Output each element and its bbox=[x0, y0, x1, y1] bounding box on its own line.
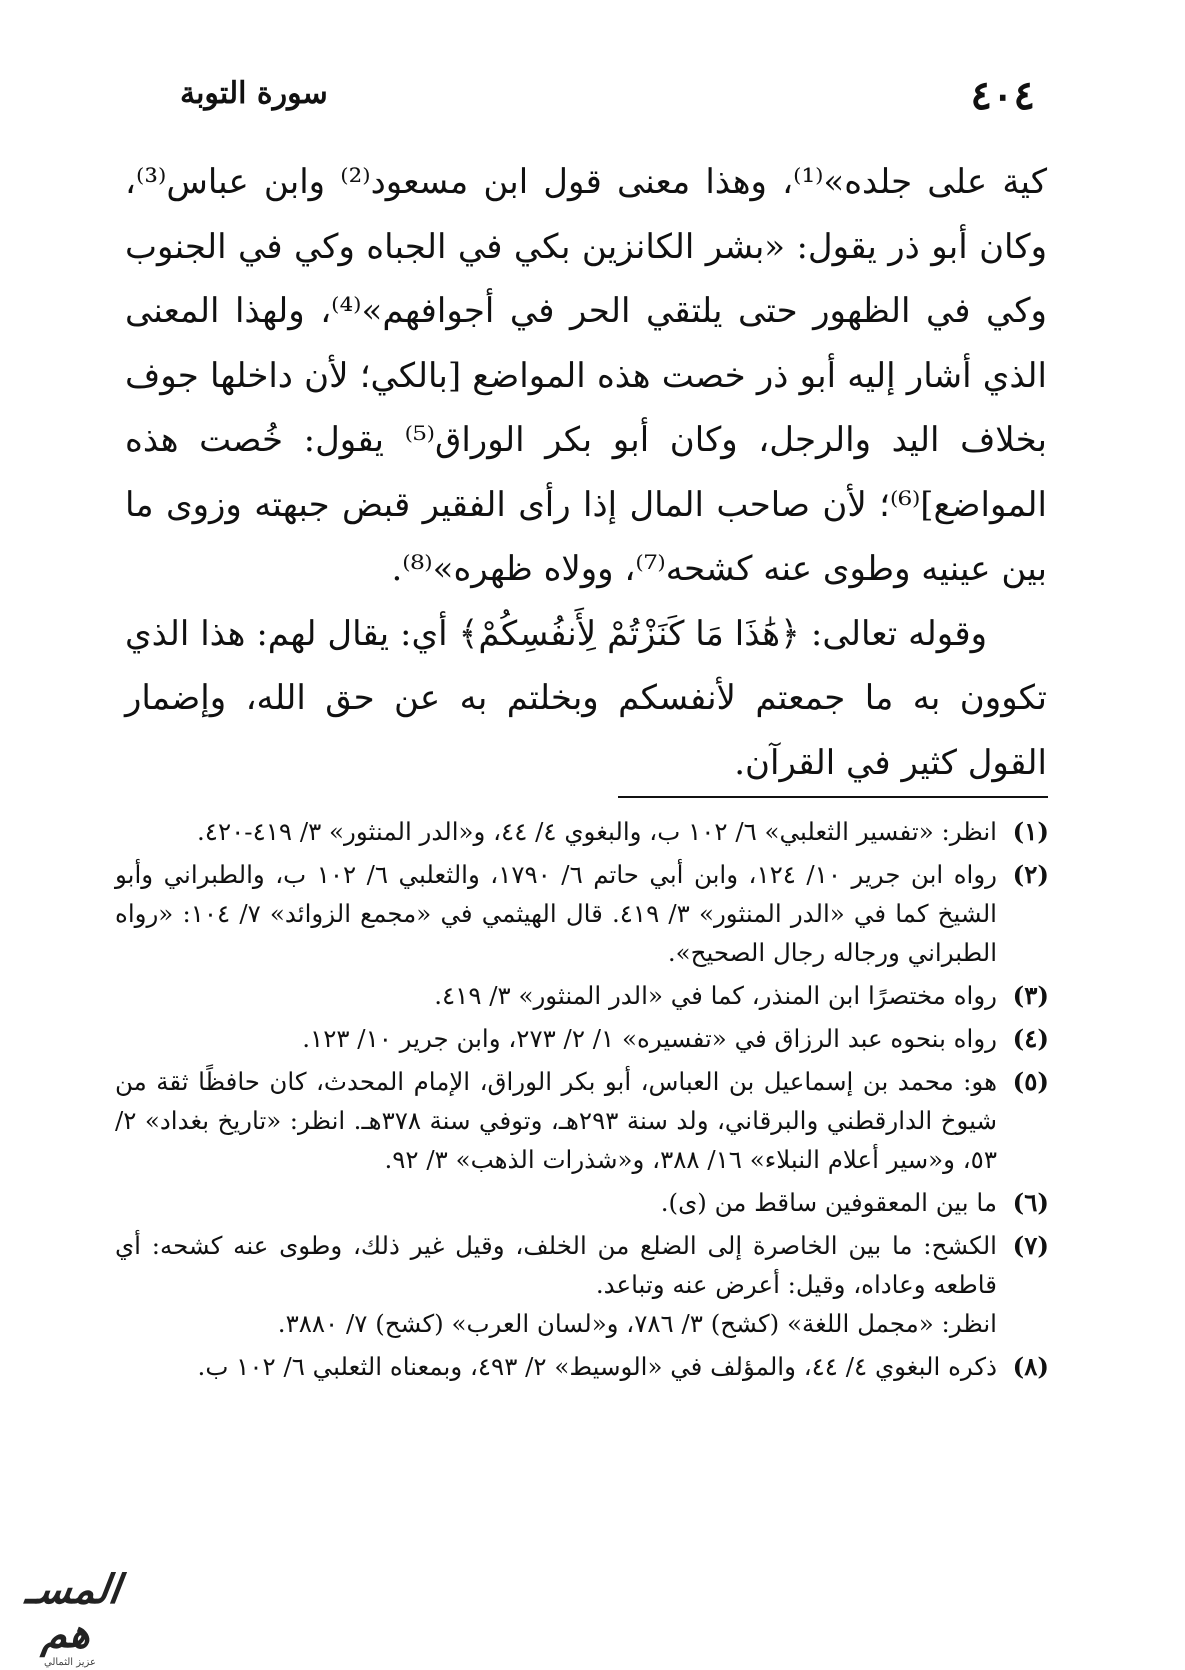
footnote-5 bbox=[115, 1062, 1049, 1179]
main-text bbox=[125, 150, 1047, 795]
watermark-logo bbox=[10, 1566, 130, 1668]
footnote-line: رواه ابن جرير ١٠/ ١٢٤، وابن أبي حاتم ٦/ ١٧٩٠، والثعلبي ٦/ ١٠٢ ب، والطبراني وأبو الشيخ كما في «الدر المنثور» ٣/ ٤١٩. قال الهيثمي في «مجمع الزوائد» ٧/ ١٠٤: «رواه الطبراني ورجاله رجال الصحيح». bbox=[115, 860, 997, 967]
watermark-main: المسـ هم bbox=[22, 1566, 124, 1657]
footnote-number: (١) bbox=[1012, 817, 1049, 846]
footnote-7 bbox=[115, 1226, 1049, 1343]
footnote-8 bbox=[115, 1347, 1049, 1386]
footnote-4 bbox=[115, 1019, 1049, 1058]
footnote-divider bbox=[618, 796, 1048, 798]
footnote-line: رواه بنحوه عبد الرزاق في «تفسيره» ١/ ٢/ ٢٧٣، وابن جرير ١٠/ ١٢٣. bbox=[302, 1024, 997, 1053]
footnote-number: (٧) bbox=[1012, 1231, 1049, 1260]
footnote-number: (٦) bbox=[1012, 1188, 1049, 1217]
footnote-line: الكشح: ما بين الخاصرة إلى الضلع من الخلف، وقيل غير ذلك، وطوى عنه كشحه: أي قاطعه وعاداه، وقيل: أعرض عنه وتباعد. bbox=[115, 1231, 997, 1299]
footnote-text bbox=[115, 976, 997, 1015]
footnote-number: (٥) bbox=[1012, 1067, 1049, 1096]
footnote-text bbox=[115, 855, 997, 972]
footnote-text bbox=[115, 1062, 997, 1179]
footnotes bbox=[115, 812, 1049, 1390]
footnote-line: ما بين المعقوفين ساقط من (ى). bbox=[660, 1188, 997, 1217]
footnote-number: (٢) bbox=[1012, 860, 1049, 889]
footnote-text bbox=[115, 1347, 997, 1386]
surah-title: سورة التوبة bbox=[180, 76, 328, 111]
footnote-line: انظر: «تفسير الثعلبي» ٦/ ١٠٢ ب، والبغوي ٤/ ٤٤، و«الدر المنثور» ٣/ ٤١٩-٤٢٠. bbox=[197, 817, 997, 846]
footnote-number: (٨) bbox=[1012, 1352, 1049, 1381]
main-paragraph-1: كية على جلده»⁽¹⁾، وهذا معنى قول ابن مسعود⁽²⁾ وابن عباس⁽³⁾، وكان أبو ذر يقول: «بشر الكانزين بكي في الجباه وكي في الجنوب وكي في الظهور حتى يلتقي الحر في أجوافهم»⁽⁴⁾، ولهذا المعنى الذي أشار إليه أبو ذر خصت هذه المواضع [بالكي؛ لأن داخلها جوف بخلاف اليد والرجل، وكان أبو بكر الوراق⁽⁵⁾ يقول: خُصت هذه المواضع]⁽⁶⁾؛ لأن صاحب المال إذا رأى الفقير قبض جبهته وزوى ما بين عينيه وطوى عنه كشحه⁽⁷⁾، وولاه ظهره»⁽⁸⁾. bbox=[125, 162, 1048, 589]
footnote-text bbox=[115, 812, 997, 851]
footnote-line: هو: محمد بن إسماعيل بن العباس، أبو بكر الوراق، الإمام المحدث، كان حافظًا ثقة من شيوخ الدارقطني والبرقاني، ولد سنة ٢٩٣هـ، وتوفي سنة ٣٧٨هـ. انظر: «تاريخ بغداد» ٢/ ٥٣، و«سير أعلام النبلاء» ١٦/ ٣٨٨، و«شذرات الذهب» ٣/ ٩٢. bbox=[115, 1067, 997, 1174]
footnote-text bbox=[115, 1183, 997, 1222]
footnote-2 bbox=[115, 855, 1049, 972]
footnote-line: رواه مختصرًا ابن المنذر، كما في «الدر المنثور» ٣/ ٤١٩. bbox=[434, 981, 997, 1010]
footnote-text bbox=[115, 1226, 997, 1343]
footnote-line: ذكره البغوي ٤/ ٤٤، والمؤلف في «الوسيط» ٢/ ٤٩٣، وبمعناه الثعلبي ٦/ ١٠٢ ب. bbox=[197, 1352, 997, 1381]
page-header bbox=[180, 72, 1035, 122]
footnote-text bbox=[115, 1019, 997, 1058]
footnote-number: (٤) bbox=[1012, 1024, 1049, 1053]
page-number: ٤٠٤ bbox=[970, 72, 1035, 119]
main-paragraph-2: وقوله تعالى: ﴿هَٰذَا مَا كَنَزْتُمْ لِأَنفُسِكُمْ﴾ أي: يقال لهم: هذا الذي تكوون به ما جمعتم لأنفسكم وبخلتم به عن حق الله، وإضمار القول كثير في القرآن. bbox=[125, 613, 1047, 783]
footnote-3 bbox=[115, 976, 1049, 1015]
footnote-number: (٣) bbox=[1012, 981, 1049, 1010]
watermark-sub: عزيز الثمالي bbox=[43, 1657, 97, 1668]
footnote-line: انظر: «مجمل اللغة» (كشح) ٣/ ٧٨٦، و«لسان العرب» (كشح) ٧/ ٣٨٨٠. bbox=[277, 1309, 997, 1338]
footnote-6 bbox=[115, 1183, 1049, 1222]
footnote-1 bbox=[115, 812, 1049, 851]
